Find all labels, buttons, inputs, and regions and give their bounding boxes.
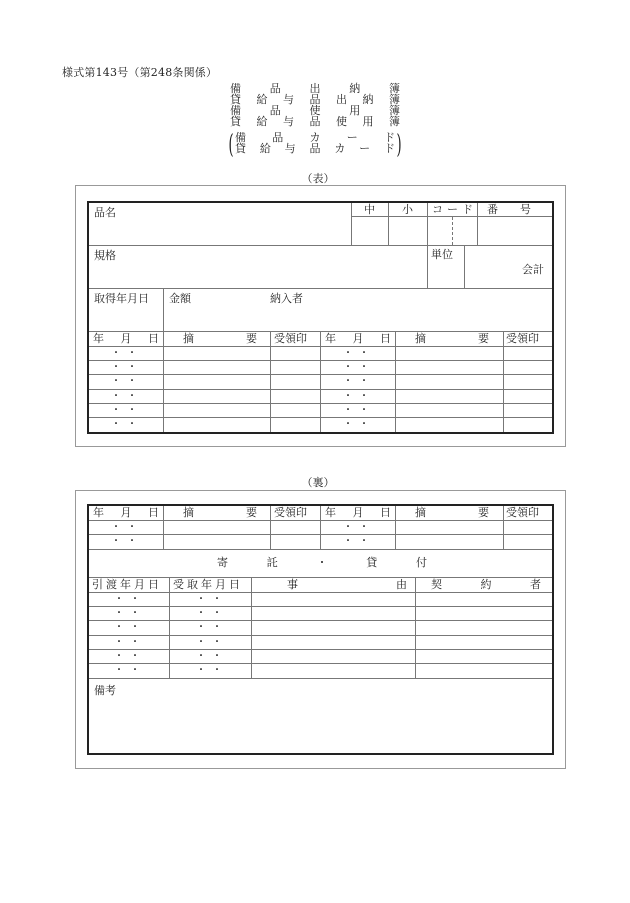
front-log-row-4-date[interactable]: ・ ・ [111,391,137,402]
number-field[interactable] [478,217,552,244]
title-line-2: 貸 給 与 品 出 納 簿 [230,93,400,106]
code-label: コード [432,203,477,216]
front-log-seal-header-left: 受領印 [274,332,307,345]
front-log-row-2-date[interactable]: ・ ・ [111,362,137,373]
right-paren: ) [396,130,402,160]
back-log-date-header-left: 年 月 日 [93,506,159,519]
card-title-line-1: 備 品 カ ー ド [235,131,395,144]
consign-row-3-receipt[interactable]: ・ ・ [196,622,222,633]
consign-row-2-handover[interactable]: ・ ・ [114,608,140,619]
item-name-label: 品名 [94,206,116,219]
reason-header: 事 由 [287,578,407,591]
front-log-row-6-date[interactable]: ・ ・ [111,419,137,430]
amount-label: 金額 [169,292,191,305]
title-line-1: 備 品 出 納 簿 [230,82,400,95]
consign-row-4-receipt[interactable]: ・ ・ [196,637,222,648]
receipt-date-header: 受取年月日 [173,578,243,591]
supplier-label: 納入者 [270,292,303,305]
front-log-row-5-date[interactable]: ・ ・ [111,405,137,416]
front-log-row-1-date-right[interactable]: ・ ・ [343,348,369,359]
consign-row-6-receipt[interactable]: ・ ・ [196,665,222,676]
back-log-summary-header-right: 摘 要 [415,506,489,519]
front-log-row-3-date-right[interactable]: ・ ・ [343,376,369,387]
consign-row-1-receipt[interactable]: ・ ・ [196,594,222,605]
contractor-header: 契 約 者 [431,578,541,591]
back-log-row-1-date-right[interactable]: ・ ・ [343,522,369,533]
left-paren: ( [228,130,234,160]
remarks-label: 備考 [94,684,116,697]
consign-row-1-handover[interactable]: ・ ・ [114,594,140,605]
form-number: 様式第143号（第248条関係） [62,66,218,79]
front-log-row-2-date-right[interactable]: ・ ・ [343,362,369,373]
category-mid-label: 中 [364,203,375,216]
acquired-date-label: 取得年月日 [94,292,149,305]
card-titles [228,130,402,160]
consign-row-3-handover[interactable]: ・ ・ [114,622,140,633]
category-small-label: 小 [402,203,413,216]
front-log-seal-header-right: 受領印 [506,332,539,345]
front-log-summary-header-left: 摘 要 [183,332,257,345]
register-titles [228,82,402,160]
front-log-row-1-date[interactable]: ・ ・ [111,348,137,359]
unit-label: 単位 [431,248,453,261]
remarks-field[interactable] [89,679,552,753]
front-side-label: （表） [301,172,335,185]
consign-row-5-handover[interactable]: ・ ・ [114,651,140,662]
back-log-row-1-date[interactable]: ・ ・ [111,522,137,533]
front-log-row-4-date-right[interactable]: ・ ・ [343,391,369,402]
front-log-summary-header-right: 摘 要 [415,332,489,345]
consign-row-4-handover[interactable]: ・ ・ [114,637,140,648]
front-card-table [87,201,554,434]
back-log-seal-header-left: 受領印 [274,506,307,519]
front-log-date-header-left: 年 月 日 [93,332,159,345]
back-log-row-2-date-right[interactable]: ・ ・ [343,536,369,547]
code-field[interactable] [428,217,477,244]
back-log-summary-header-left: 摘 要 [183,506,257,519]
front-log-row-5-date-right[interactable]: ・ ・ [343,405,369,416]
consign-row-5-receipt[interactable]: ・ ・ [196,651,222,662]
category-mid-field[interactable] [352,217,388,244]
consign-row-6-handover[interactable]: ・ ・ [114,665,140,676]
accounting-label: 会計 [522,263,544,276]
back-side-label: （裏） [301,476,335,489]
front-log-date-header-right: 年 月 日 [325,332,391,345]
handover-date-header: 引渡年月日 [92,578,162,591]
number-label: 番 号 [487,203,531,216]
back-log-date-header-right: 年 月 日 [325,506,391,519]
spec-label: 規格 [94,249,116,262]
back-log-seal-header-right: 受領印 [506,506,539,519]
title-line-3: 備 品 使 用 簿 [230,104,400,117]
front-log-row-3-date[interactable]: ・ ・ [111,376,137,387]
consignment-section-title: 寄 託 ・ 貸 付 [217,556,427,569]
back-log-row-2-date[interactable]: ・ ・ [111,536,137,547]
title-line-4: 貸 給 与 品 使 用 簿 [230,115,400,128]
front-log-row-6-date-right[interactable]: ・ ・ [343,419,369,430]
category-small-field[interactable] [389,217,427,244]
consign-row-2-receipt[interactable]: ・ ・ [196,608,222,619]
card-title-line-2: 貸 給 与 品 カ ー ド [235,142,395,155]
back-card-table [87,504,554,755]
